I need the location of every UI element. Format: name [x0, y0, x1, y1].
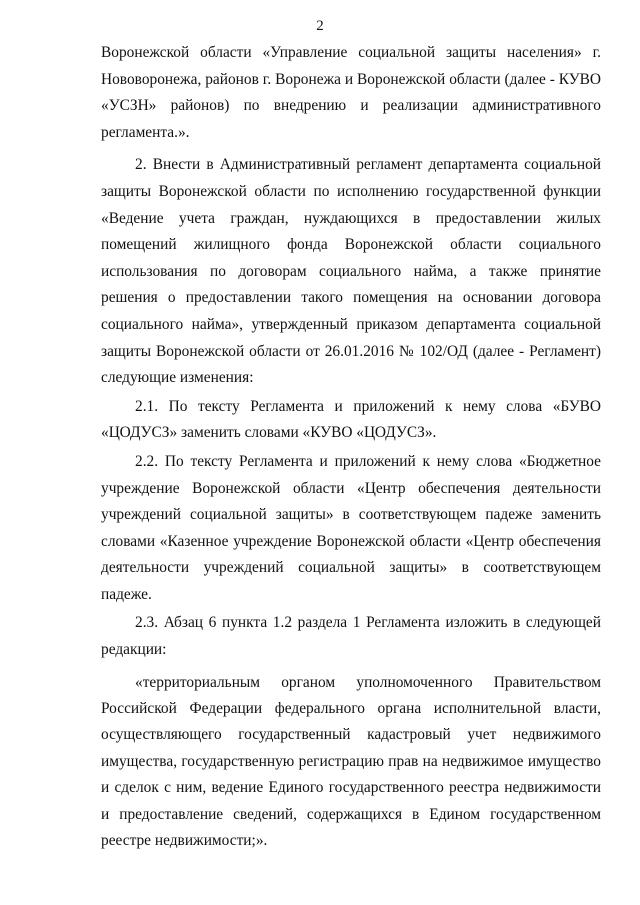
paragraph-item-2-1: 2.1. По тексту Регламента и приложений к нему слова «БУВО «ЦОДУСЗ» заменить словами «КУВО «ЦОДУСЗ». — [101, 397, 601, 442]
paragraph-item-2-2: 2.2. По тексту Регламента и приложений к нему слова «Бюджетное учреждение Воронежской области «Центр обеспечения деятельности учреждений социальной защиты» в соответствующем падеже заменить словами «Казенное учреждение Воронежской области «Центр обеспечения деятельности учреждений социальной защиты» в соответствующем падеже. — [101, 452, 601, 603]
page-number: 2 — [316, 18, 324, 34]
paragraph-continuation: Воронежской области «Управление социальной защиты населения» г. Нововоронежа, районов г. Воронежа и Воронежской области (далее - КУВО «УСЗН» районов) по внедрению и реализации административного регламента.». — [101, 44, 601, 141]
paragraph-quote: «территориальным органом уполномоченного Правительством Российской Федерации федерального органа исполнительной власти, осуществляющего государственный кадастровый учет недвижимого имущества, государственную регистрацию прав на недвижимое имущество и сделок с ним, ведение Единого государственного реестра недвижимости и предоставление сведений, содержащихся в Едином государственном реестре недвижимости;». — [101, 673, 601, 850]
paragraph-item-2: 2. Внести в Административный регламент департамента социальной защиты Воронежской области по исполнению государственной функции «Ведение учета граждан, нуждающихся в предоставлении жилых помещений жилищного фонда Воронежской области социального использования по договорам социального найма, а также принятие решения о предоставлении такого помещения на основании договора социального найма», утвержденный приказом департамента социальной защиты Воронежской области от 26.01.2016 № 102/ОД (далее - Регламент) следующие изменения: — [101, 156, 601, 387]
paragraph-item-2-3: 2.3. Абзац 6 пункта 1.2 раздела 1 Регламента изложить в следующей редакции: — [101, 614, 601, 659]
document-body — [101, 40, 601, 855]
